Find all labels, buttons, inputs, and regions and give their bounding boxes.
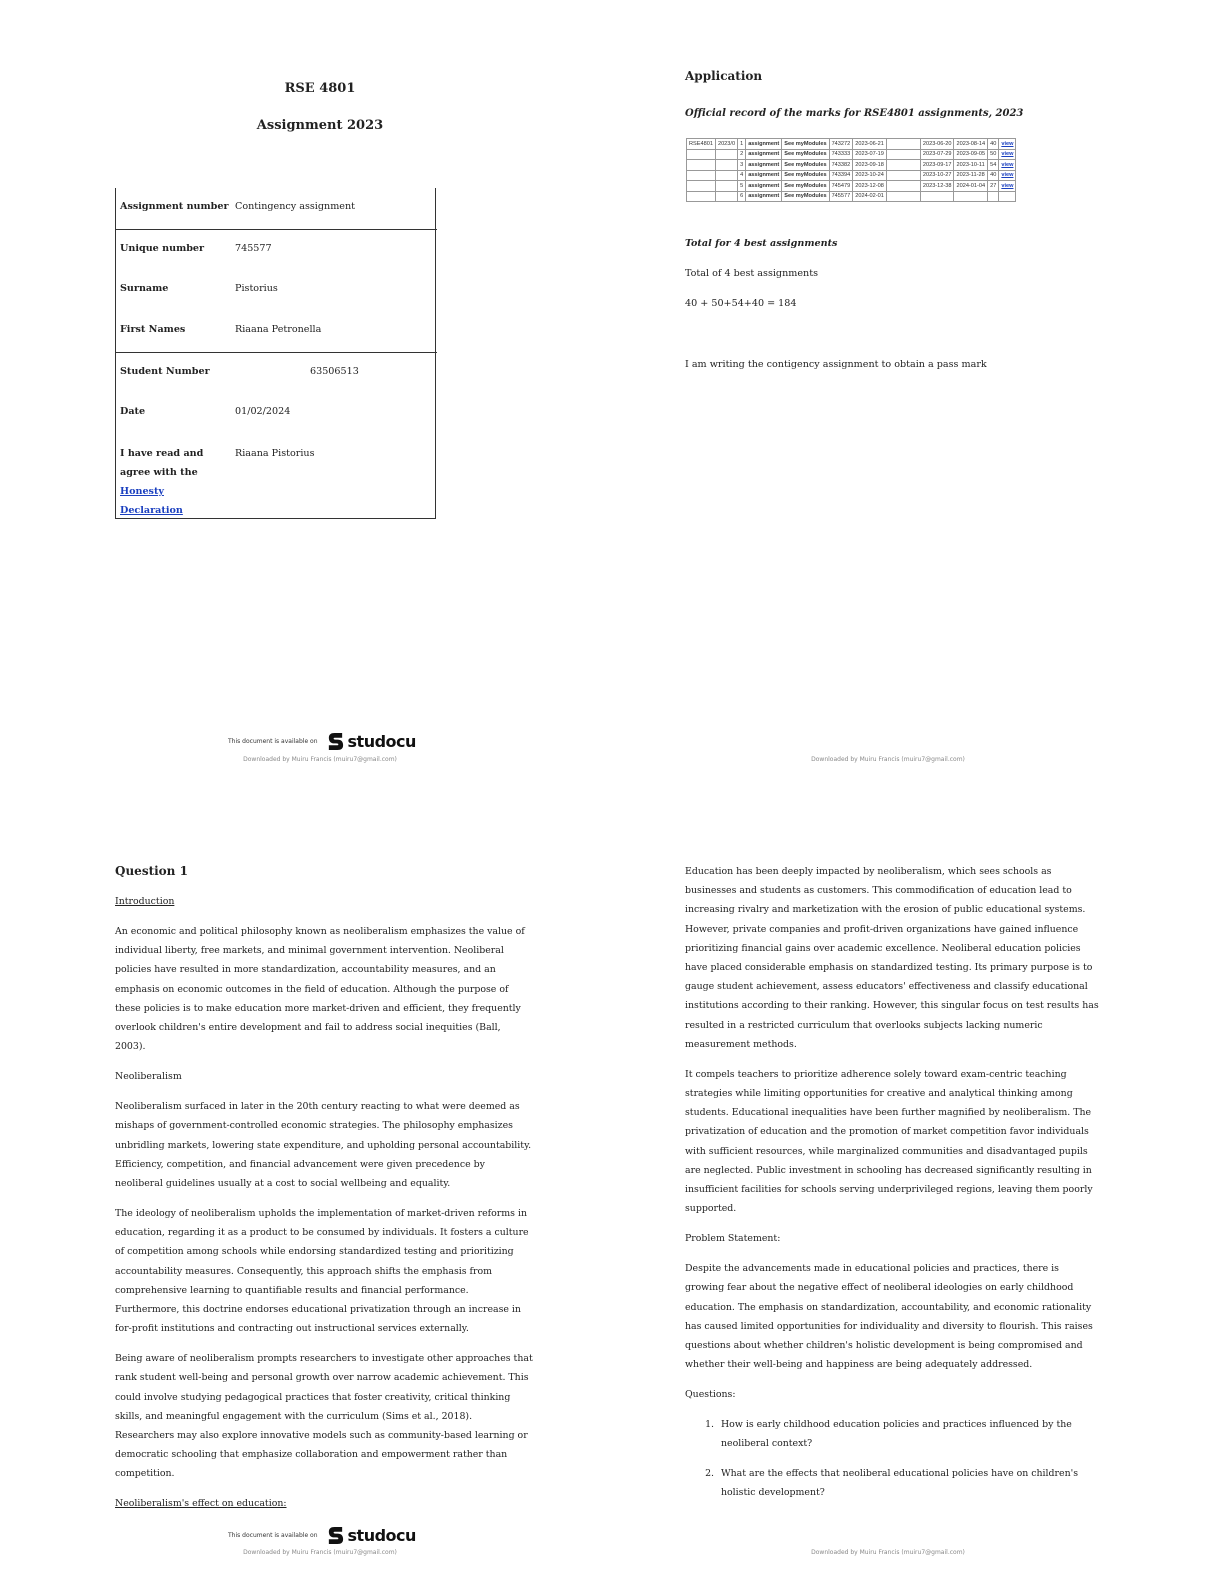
marks-cell-assignment-no: 5 bbox=[738, 181, 746, 192]
marks-row bbox=[687, 170, 1016, 181]
marks-cell-location: See myModules bbox=[782, 191, 829, 202]
problem-statement-heading: Problem Statement: bbox=[685, 1233, 781, 1245]
questions-list bbox=[685, 1415, 1101, 1502]
declaration-label-line1: I have read and bbox=[120, 448, 204, 459]
questions-heading: Questions: bbox=[685, 1389, 736, 1401]
studocu-banner bbox=[228, 1525, 416, 1546]
marks-cell-module-code bbox=[687, 149, 716, 160]
total-label: Total of 4 best assignments bbox=[685, 268, 818, 279]
marks-cell-assignment-no: 2 bbox=[738, 149, 746, 160]
downloaded-by-text: Downloaded by Muiru Francis (muiru7@gmail.com) bbox=[243, 1549, 397, 1556]
page-cover bbox=[0, 0, 612, 792]
page-question1 bbox=[0, 792, 612, 1584]
marks-cell-received: 2023-09-17 bbox=[920, 160, 954, 171]
marks-cell-blank bbox=[886, 139, 920, 150]
marks-cell-blank bbox=[886, 191, 920, 202]
marks-cell-received: 2023-06-20 bbox=[920, 139, 954, 150]
marks-cell-unique-no: 743382 bbox=[829, 160, 853, 171]
marks-cell-blank bbox=[886, 149, 920, 160]
contingency-note: I am writing the contigency assignment to obtain a pass mark bbox=[685, 359, 987, 370]
marks-cell-location: See myModules bbox=[782, 170, 829, 181]
marks-cell-returned: 2023-09-05 bbox=[954, 149, 988, 160]
marks-cell-returned bbox=[954, 191, 988, 202]
neoliberalism-paragraph-1: Neoliberalism surfaced in later in the 20th century reacting to what were deemed as mishaps of government-controlled economic strategies. The philosophy emphasizes unbridling markets, lowering state expenditure, and upholding personal accountability. Efficiency, competition, and financial advancement were given precedence by neoliberal guidelines usually at a cost to social wellbeing and equality. bbox=[115, 1101, 532, 1190]
marks-cell-view-link[interactable]: view bbox=[999, 149, 1016, 160]
assignment-number-label: Assignment number bbox=[120, 201, 229, 212]
application-heading: Application bbox=[685, 69, 763, 83]
marks-cell-type: assignment bbox=[746, 160, 782, 171]
marks-cell-assignment-no: 6 bbox=[738, 191, 746, 202]
declaration-signature: Riaana Pistorius bbox=[235, 448, 315, 459]
marks-cell-mark: 40 bbox=[988, 170, 999, 181]
introduction-paragraph: An economic and political philosophy known as neoliberalism emphasizes the value of individual liberty, free markets, and minimal government intervention. Neoliberal policies have resulted in more standardization, accountability measures, and an emphasis on economic outcomes in the field of education. Although the purpose of these policies is to make education more market-driven and efficient, they frequently overlook children's entire development and fail to address social inequities (Ball, 2003). bbox=[115, 926, 525, 1053]
page-question1-continued bbox=[612, 792, 1224, 1584]
marks-cell-blank bbox=[886, 160, 920, 171]
course-code: RSE 4801 bbox=[284, 81, 356, 96]
introduction-heading: Introduction bbox=[115, 896, 175, 907]
marks-record-title: Official record of the marks for RSE4801 assignments, 2023 bbox=[685, 108, 1024, 119]
marks-row bbox=[687, 181, 1016, 192]
marks-cell-due-date: 2023-06-21 bbox=[853, 139, 887, 150]
honesty-declaration-link[interactable]: Honesty Declaration bbox=[120, 486, 183, 516]
marks-cell-mark: 50 bbox=[988, 149, 999, 160]
student-number-label: Student Number bbox=[115, 352, 230, 393]
marks-cell-location: See myModules bbox=[782, 139, 829, 150]
marks-cell-returned: 2023-10-11 bbox=[954, 160, 988, 171]
marks-cell-unique-no: 743333 bbox=[829, 149, 853, 160]
marks-cell-location: See myModules bbox=[782, 149, 829, 160]
neoliberalism-paragraph-2: The ideology of neoliberalism upholds the implementation of market-driven reforms in education, regarding it as a product to be consumed by individuals. It fosters a culture of competition among schools while endorsing standardized testing and prioritizing accountability measures. Consequently, this approach shifts the emphasis from comprehensive learning to quantifiable results and financial performance. Furthermore, this doctrine endorses educational privatization through an increase in for-profit institutions and contracting out instructional services externally. bbox=[115, 1208, 529, 1335]
marks-cell-returned: 2023-11-28 bbox=[954, 170, 988, 181]
marks-cell-location: See myModules bbox=[782, 181, 829, 192]
total-title: Total for 4 best assignments bbox=[685, 238, 838, 249]
first-names-label: First Names bbox=[120, 324, 186, 335]
marks-cell-blank bbox=[886, 170, 920, 181]
marks-cell-location: See myModules bbox=[782, 160, 829, 171]
marks-cell-module-code bbox=[687, 181, 716, 192]
studocu-logo[interactable] bbox=[326, 731, 416, 752]
marks-cell-mark: 27 bbox=[988, 181, 999, 192]
effect-heading: Neoliberalism's effect on education: bbox=[115, 1498, 287, 1510]
marks-cell-year bbox=[715, 160, 737, 171]
studocu-logo-icon bbox=[326, 731, 345, 752]
available-on-text: This document is available on bbox=[228, 1532, 318, 1539]
marks-cell-due-date: 2024-02-01 bbox=[853, 191, 887, 202]
marks-table bbox=[686, 138, 1016, 202]
marks-cell-type: assignment bbox=[746, 170, 782, 181]
marks-cell-unique-no: 745577 bbox=[829, 191, 853, 202]
marks-row bbox=[687, 160, 1016, 171]
date-value: 01/02/2024 bbox=[235, 406, 291, 417]
marks-cell-due-date: 2023-09-18 bbox=[853, 160, 887, 171]
question-item: 1. How is early childhood education policies and practices influenced by the neoliberal context? bbox=[717, 1415, 1101, 1453]
marks-cell-due-date: 2023-12-08 bbox=[853, 181, 887, 192]
downloaded-by-text: Downloaded by Muiru Francis (muiru7@gmail.com) bbox=[243, 756, 397, 763]
marks-row bbox=[687, 149, 1016, 160]
page-application bbox=[612, 0, 1224, 792]
marks-cell-due-date: 2023-07-19 bbox=[853, 149, 887, 160]
marks-cell-unique-no: 745479 bbox=[829, 181, 853, 192]
studocu-banner bbox=[228, 731, 416, 752]
problem-statement-paragraph: Despite the advancements made in educational policies and practices, there is growing fear about the negative effect of neoliberal ideologies on early childhood education. The emphasis on standardization, accountability, and economic rationality has caused limited opportunities for individuality and diversity to flourish. This raises questions about whether children's holistic development is being compromised and whether their well-being and happiness are being adequately addressed. bbox=[685, 1263, 1093, 1371]
assignment-number-value: Contingency assignment bbox=[235, 201, 356, 212]
marks-cell-received: 2023-07-29 bbox=[920, 149, 954, 160]
marks-cell-module-code bbox=[687, 160, 716, 171]
marks-cell-mark bbox=[988, 191, 999, 202]
surname-value: Pistorius bbox=[235, 283, 278, 294]
declaration-label-line2: agree with the bbox=[120, 467, 198, 478]
question1-continued-body bbox=[685, 862, 1101, 1512]
unique-number-label: Unique number bbox=[115, 229, 230, 270]
marks-cell-mark: 54 bbox=[988, 160, 999, 171]
marks-cell-returned: 2024-01-04 bbox=[954, 181, 988, 192]
marks-cell-year bbox=[715, 170, 737, 181]
neoliberalism-heading: Neoliberalism bbox=[115, 1071, 182, 1083]
studocu-logo-text: studocu bbox=[347, 1526, 416, 1545]
question-title: Question 1 bbox=[115, 864, 188, 878]
question-item: 2. What are the effects that neoliberal educational policies have on children's holistic development? bbox=[717, 1464, 1101, 1502]
marks-cell-year bbox=[715, 149, 737, 160]
marks-cell-view-link bbox=[999, 191, 1016, 202]
marks-cell-view-link[interactable]: view bbox=[999, 170, 1016, 181]
first-names-value: Riaana Petronella bbox=[235, 324, 322, 335]
marks-cell-view-link[interactable]: view bbox=[999, 139, 1016, 150]
education-paragraph-1: Education has been deeply impacted by neoliberalism, which sees schools as businesses and students as customers. This commodification of education lead to increasing rivalry and marketization with the erosion of public educational systems. However, private companies and profit-driven organizations have gained influence prioritizing financial gains over academic excellence. Neoliberal education policies have placed considerable emphasis on standardized testing. Its primary purpose is to gauge student achievement, assess educators' effectiveness and classify educational institutions according to their ranking. However, this singular focus on test results has resulted in a restricted curriculum that overlooks subjects lacking numeric measurement methods. bbox=[685, 866, 1099, 1050]
cover-details-table bbox=[115, 188, 437, 522]
total-sum: 40 + 50+54+40 = 184 bbox=[685, 298, 797, 309]
marks-cell-received: 2023-12-38 bbox=[920, 181, 954, 192]
marks-cell-mark: 40 bbox=[988, 139, 999, 150]
marks-cell-module-code: RSE4801 bbox=[687, 139, 716, 150]
marks-cell-received bbox=[920, 191, 954, 202]
studocu-logo-icon bbox=[326, 1525, 345, 1546]
date-label: Date bbox=[120, 406, 146, 417]
studocu-logo[interactable] bbox=[326, 1525, 416, 1546]
education-paragraph-2: It compels teachers to prioritize adherence solely toward exam-centric teaching strategies while limiting opportunities for creative and analytical thinking among students. Educational inequalities have been further magnified by neoliberalism. The privatization of education and the promotion of market competition favor individuals with sufficient resources, while marginalized communities and disadvantaged pupils are neglected. Public investment in schooling has decreased significantly resulting in insufficient facilities for schools serving underprivileged regions, leaving them poorly supported. bbox=[685, 1068, 1093, 1215]
marks-cell-type: assignment bbox=[746, 191, 782, 202]
question1-body bbox=[115, 862, 533, 1524]
available-on-text: This document is available on bbox=[228, 738, 318, 745]
marks-cell-unique-no: 743394 bbox=[829, 170, 853, 181]
marks-row bbox=[687, 191, 1016, 202]
marks-cell-year: 2023/0 bbox=[715, 139, 737, 150]
marks-cell-assignment-no: 1 bbox=[738, 139, 746, 150]
marks-row bbox=[687, 139, 1016, 150]
studocu-logo-text: studocu bbox=[347, 732, 416, 751]
marks-cell-module-code bbox=[687, 170, 716, 181]
marks-cell-blank bbox=[886, 181, 920, 192]
marks-cell-due-date: 2023-10-24 bbox=[853, 170, 887, 181]
marks-cell-returned: 2023-08-14 bbox=[954, 139, 988, 150]
assignment-title: Assignment 2023 bbox=[256, 118, 384, 133]
marks-cell-year bbox=[715, 191, 737, 202]
marks-cell-type: assignment bbox=[746, 181, 782, 192]
marks-cell-unique-no: 743272 bbox=[829, 139, 853, 150]
neoliberalism-paragraph-3: Being aware of neoliberalism prompts researchers to investigate other approaches that rank student well-being and personal growth over narrow academic achievement. This could involve studying pedagogical practices that foster creativity, critical thinking skills, and meaningful engagement with the curriculum (Sims et al., 2018). Researchers may also explore innovative models such as community-based learning or democratic schooling that emphasize collaboration and empowerment rather than competition. bbox=[115, 1353, 533, 1480]
marks-cell-year bbox=[715, 181, 737, 192]
marks-cell-assignment-no: 3 bbox=[738, 160, 746, 171]
declaration-label bbox=[115, 434, 230, 522]
marks-cell-view-link[interactable]: view bbox=[999, 181, 1016, 192]
marks-cell-type: assignment bbox=[746, 139, 782, 150]
surname-label: Surname bbox=[120, 283, 169, 294]
marks-cell-module-code bbox=[687, 191, 716, 202]
marks-cell-assignment-no: 4 bbox=[738, 170, 746, 181]
marks-cell-view-link[interactable]: view bbox=[999, 160, 1016, 171]
unique-number-value: 745577 bbox=[230, 229, 437, 270]
downloaded-by-text: Downloaded by Muiru Francis (muiru7@gmail.com) bbox=[811, 756, 965, 763]
downloaded-by-text: Downloaded by Muiru Francis (muiru7@gmail.com) bbox=[811, 1549, 965, 1556]
marks-cell-received: 2023-10-27 bbox=[920, 170, 954, 181]
marks-cell-type: assignment bbox=[746, 149, 782, 160]
student-number-value: 63506513 bbox=[230, 352, 437, 393]
